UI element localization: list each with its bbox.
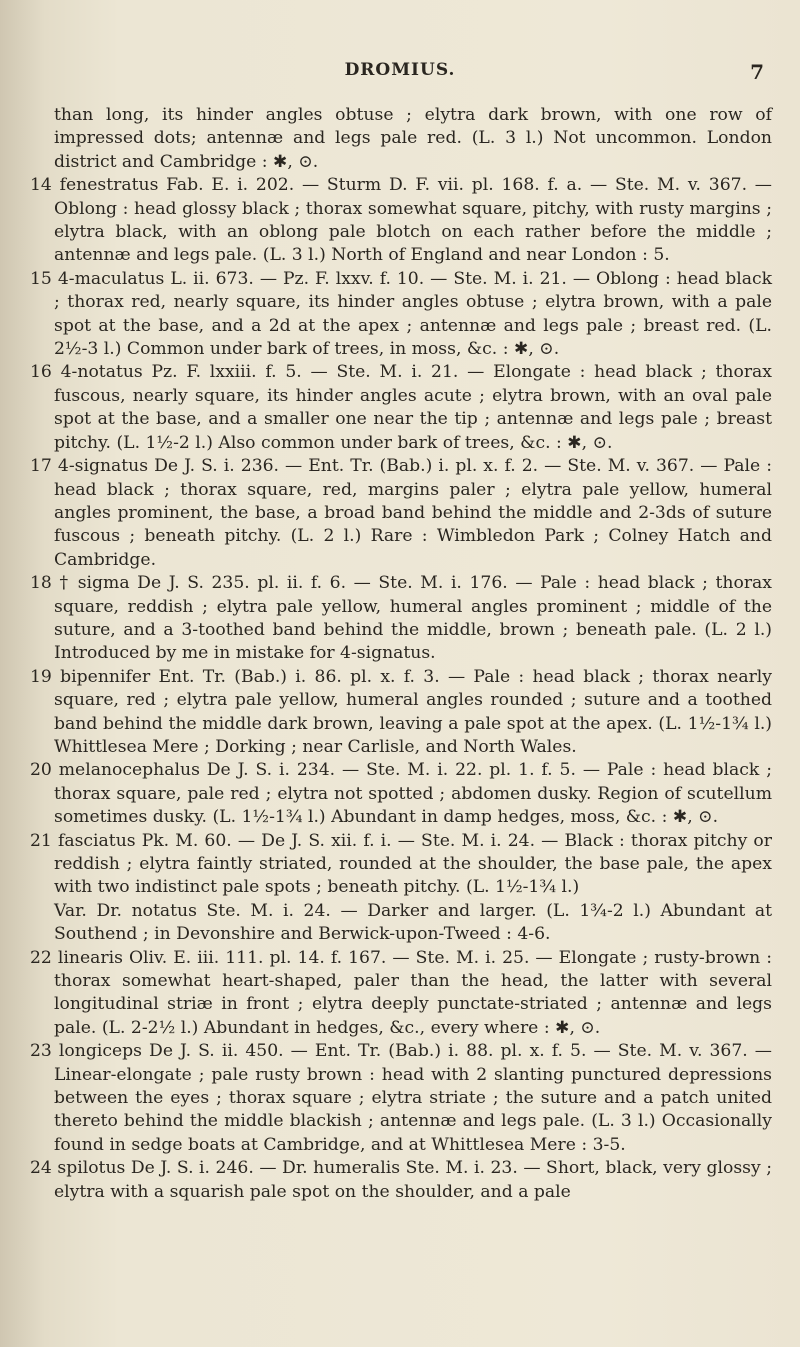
- running-head: DROMIUS.: [344, 60, 456, 80]
- species-entry-16: 16 4-notatus Pz. F. lxxiii. f. 5. — Ste. M. i. 21. — Elongate : head black ; thorax fuscous, nearly square, its hinder angles acute ; elytra brown, with an oval pale spot at the base, and a smaller one near the tip ; antennæ and legs pale ; breast pitchy. (L. 1½-2 l.) Also common under bark of trees, &c. : ✱, ⊙.: [30, 362, 772, 453]
- species-entry-18: 18 † sigma De J. S. 235. pl. ii. f. 6. — Ste. M. i. 176. — Pale : head black ; thorax square, reddish ; elytra pale yellow, humeral angles prominent ; middle of the suture, and a 3-toothed band behind the middle, brown ; beneath pale. (L. 2 l.) Introduced by me in mistake for 4-signatus.: [30, 573, 772, 664]
- page-number: 7: [750, 60, 764, 84]
- species-entry-21: 21 fasciatus Pk. M. 60. — De J. S. xii. f. i. — Ste. M. i. 24. — Black : thorax pitchy or reddish ; elytra faintly striated, rounded at the shoulder, the base pale, the apex with two indistinct pale spots ; beneath pitchy. (L. 1½-1¾ l.): [30, 830, 772, 898]
- species-entry-17: 17 4-signatus De J. S. i. 236. — Ent. Tr. (Bab.) i. pl. x. f. 2. — Ste. M. v. 367. — Pale : head black ; thorax square, red, margins paler ; elytra pale yellow, humeral angles prominent, the base, a broad band behind the middle and 2-3ds of suture fuscous ; beneath pitchy. (L. 2 l.) Rare : Wimbledon Park ; Colney Hatch and Cambridge.: [30, 456, 772, 570]
- page-header: [0, 60, 800, 90]
- species-entry-22: 22 linearis Oliv. E. iii. 111. pl. 14. f. 167. — Ste. M. i. 25. — Elongate ; rusty-brown : thorax somewhat heart-shaped, paler than the head, the latter with several longitudinal striæ in front ; elytra deeply punctate-striated ; antennæ and legs pale. (L. 2-2½ l.) Abundant in hedges, &c., every where : ✱, ⊙.: [30, 947, 772, 1038]
- species-entry-continued: than long, its hinder angles obtuse ; elytra dark brown, with one row of impressed dots; antennæ and legs pale red. (L. 3 l.) Not uncommon. London district and Cambridge : ✱, ⊙.: [54, 105, 772, 172]
- text-body: [30, 104, 772, 1204]
- species-entry-15: 15 4-maculatus L. ii. 673. — Pz. F. lxxv. f. 10. — Ste. M. i. 21. — Oblong : head black ; thorax red, nearly square, its hinder angles obtuse ; elytra brown, with a pale spot at the base, and a 2d at the apex ; antennæ and legs pale ; breast red. (L. 2½-3 l.) Common under bark of trees, in moss, &c. : ✱, ⊙.: [30, 268, 772, 360]
- species-entry-20: 20 melanocephalus De J. S. i. 234. — Ste. M. i. 22. pl. 1. f. 5. — Pale : head black ; thorax square, pale red ; elytra not spotted ; abdomen dusky. Region of scutellum sometimes dusky. (L. 1½-1¾ l.) Abundant in damp hedges, moss, &c. : ✱, ⊙.: [30, 760, 772, 828]
- variety-entry: Var. Dr. notatus Ste. M. i. 24. — Darker and larger. (L. 1¾-2 l.) Abundant at Southend ; in Devonshire and Berwick-upon-Tweed : 4-6.: [54, 900, 772, 945]
- species-entry-14: 14 fenestratus Fab. E. i. 202. — Sturm D. F. vii. pl. 168. f. a. — Ste. M. v. 367. — Oblong : head glossy black ; thorax somewhat square, pitchy, with rusty margins ; elytra black, with an oblong pale blotch on each rather before the middle ; antennæ and legs pale. (L. 3 l.) North of England and near London : 5.: [30, 175, 772, 266]
- species-entry-23: 23 longiceps De J. S. ii. 450. — Ent. Tr. (Bab.) i. 88. pl. x. f. 5. — Ste. M. v. 367. — Linear-elongate ; pale rusty brown : head with 2 slanting punctured depressions between the eyes ; thorax square ; elytra striate ; the suture and a patch united thereto behind the middle blackish ; antennæ and legs pale. (L. 3 l.) Occasionally found in sedge boats at Cambridge, and at Whittlesea Mere : 3-5.: [30, 1041, 772, 1155]
- species-entry-19: 19 bipennifer Ent. Tr. (Bab.) i. 86. pl. x. f. 3. — Pale : head black ; thorax nearly square, red ; elytra pale yellow, humeral angles rounded ; suture and a toothed band behind the middle dark brown, leaving a pale spot at the apex. (L. 1½-1¾ l.) Whittlesea Mere ; Dorking ; near Carlisle, and North Wales.: [30, 666, 772, 757]
- species-entry-24: 24 spilotus De J. S. i. 246. — Dr. humeralis Ste. M. i. 23. — Short, black, very glossy ; elytra with a squarish pale spot on the shoulder, and a pale: [30, 1158, 772, 1202]
